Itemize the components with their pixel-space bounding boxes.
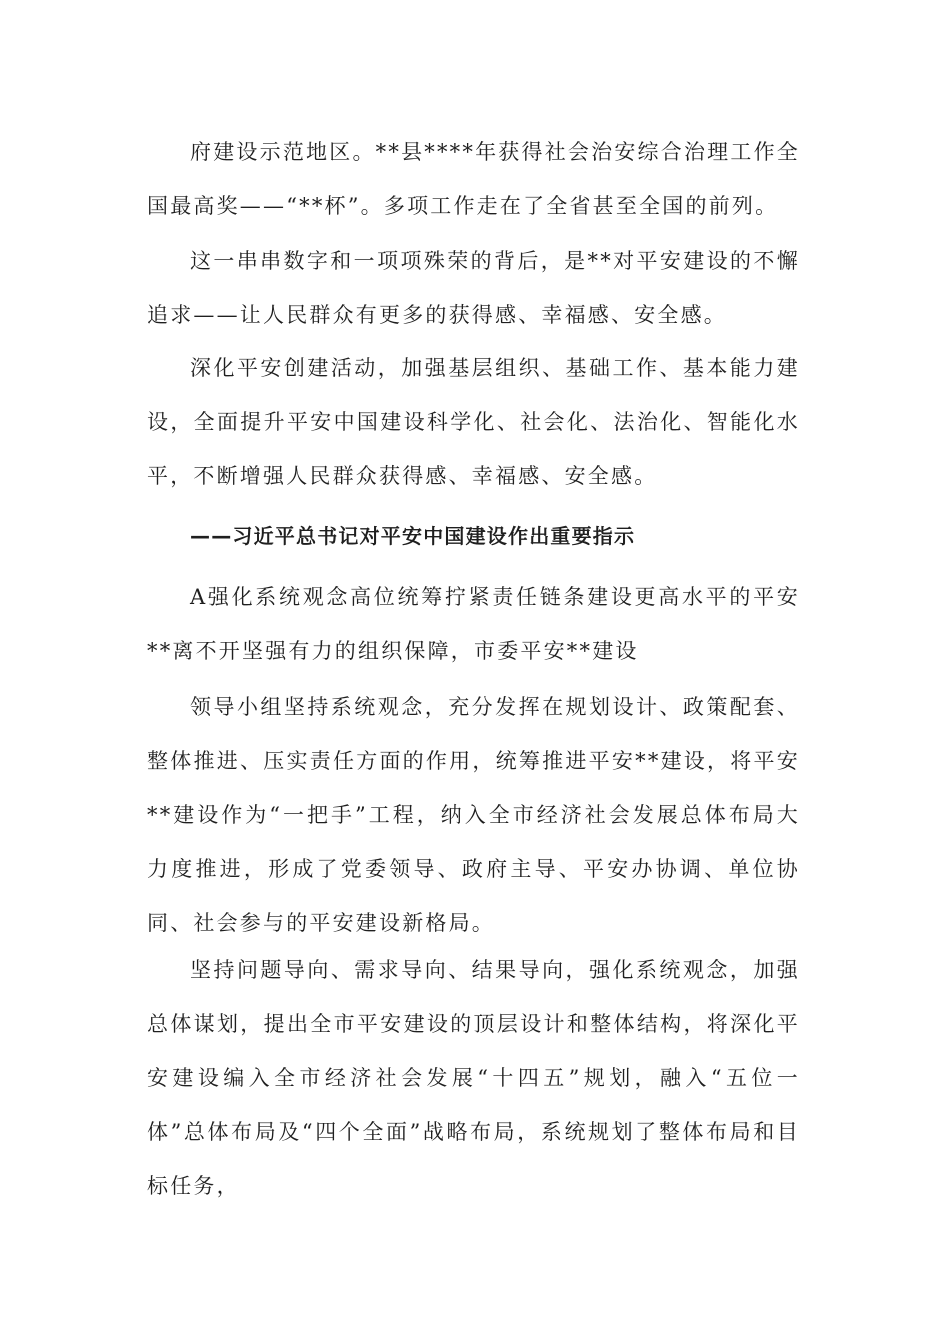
paragraph-planning: 坚持问题导向、需求导向、结果导向，强化系统观念，加强总体谋划，提出全市平安建设的顶层设计和整体结构，将深化平安建设编入全市经济社会发展“十四五”规划，融入“五位一体”总体布局及“四个全面”战略布局，系统规划了整体布局和目标任务， [147, 958, 800, 1198]
section-heading-paragraph: A强化系统观念高位统筹拧紧责任链条建设更高水平的平安**离不开坚强有力的组织保障，市委平安**建设 [147, 585, 800, 663]
quote-attribution: ——习近平总书记对平安中国建设作出重要指示 [190, 524, 636, 548]
paragraph-leadership: 领导小组坚持系统观念，充分发挥在规划设计、政策配套、整体推进、压实责任方面的作用，统筹推进平安**建设，将平安**建设作为“一把手”工程，纳入全市经济社会发展总体布局大力度推进，形成了党委领导、政府主导、平安办协调、单位协同、社会参与的平安建设新格局。 [147, 695, 800, 935]
paragraph-award: 府建设示范地区。**县****年获得社会治安综合治理工作全国最高奖——“**杯”。多项工作走在了全省甚至全国的前列。 [147, 140, 800, 218]
paragraph-quote: 深化平安创建活动，加强基层组织、基础工作、基本能力建设，全面提升平安中国建设科学化、社会化、法治化、智能化水平，不断增强人民群众获得感、幸福感、安全感。 [147, 356, 800, 488]
paragraph-honors: 这一串串数字和一项项殊荣的背后，是**对平安建设的不懈追求——让人民群众有更多的获得感、幸福感、安全感。 [147, 249, 800, 327]
